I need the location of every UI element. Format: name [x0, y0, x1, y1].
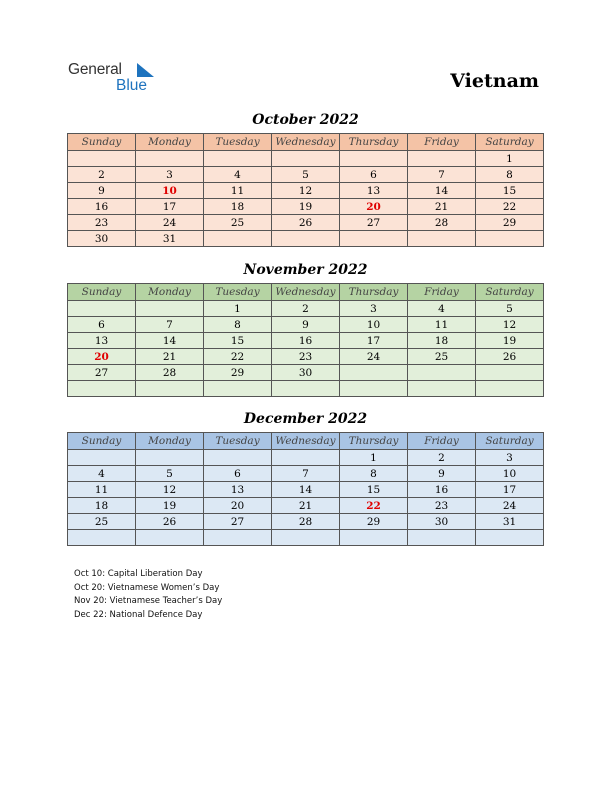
empty-day-cell — [476, 530, 544, 546]
day-cell: 9 — [68, 183, 136, 199]
week-row — [68, 349, 544, 365]
calendar-body — [68, 450, 544, 546]
weekday-header: Friday — [408, 284, 476, 301]
holiday-day-cell: 20 — [340, 199, 408, 215]
day-cell: 12 — [476, 317, 544, 333]
day-cell: 8 — [204, 317, 272, 333]
day-cell: 16 — [272, 333, 340, 349]
day-cell: 18 — [68, 498, 136, 514]
weekday-header: Friday — [408, 433, 476, 450]
day-cell: 10 — [476, 466, 544, 482]
day-cell: 2 — [272, 301, 340, 317]
day-cell: 30 — [68, 231, 136, 247]
generalblue-logo — [68, 61, 168, 97]
day-cell: 13 — [204, 482, 272, 498]
weekday-header: Monday — [136, 284, 204, 301]
empty-day-cell — [272, 381, 340, 397]
weekday-header: Thursday — [340, 433, 408, 450]
day-cell: 21 — [136, 349, 204, 365]
day-cell: 25 — [204, 215, 272, 231]
logo-triangle-icon — [136, 63, 154, 77]
country-title: Vietnam — [450, 70, 539, 92]
holiday-item: Dec 22: National Defence Day — [74, 609, 203, 620]
day-cell: 16 — [68, 199, 136, 215]
day-cell: 21 — [408, 199, 476, 215]
day-cell: 1 — [204, 301, 272, 317]
holiday-day-cell: 20 — [68, 349, 136, 365]
week-row — [68, 498, 544, 514]
holiday-item: Nov 20: Vietnamese Teacher’s Day — [74, 596, 223, 606]
day-cell: 17 — [136, 199, 204, 215]
weekday-header: Saturday — [476, 134, 544, 151]
empty-day-cell — [204, 151, 272, 167]
week-row — [68, 301, 544, 317]
day-cell: 21 — [272, 498, 340, 514]
weekday-header: Sunday — [68, 433, 136, 450]
empty-day-cell — [340, 530, 408, 546]
day-cell: 24 — [136, 215, 204, 231]
day-cell: 25 — [408, 349, 476, 365]
empty-day-cell — [136, 151, 204, 167]
day-cell: 27 — [340, 215, 408, 231]
day-cell: 10 — [340, 317, 408, 333]
week-row — [68, 215, 544, 231]
day-cell: 17 — [340, 333, 408, 349]
empty-day-cell — [408, 365, 476, 381]
week-row — [68, 199, 544, 215]
weekday-header: Tuesday — [204, 134, 272, 151]
week-row — [68, 317, 544, 333]
weekday-header: Wednesday — [272, 433, 340, 450]
weekday-header: Saturday — [476, 433, 544, 450]
empty-day-cell — [68, 381, 136, 397]
day-cell: 8 — [476, 167, 544, 183]
calendar-october — [67, 133, 544, 247]
weekday-header-row — [68, 284, 544, 301]
week-row — [68, 514, 544, 530]
day-cell: 14 — [408, 183, 476, 199]
day-cell: 26 — [136, 514, 204, 530]
calendar-body — [68, 151, 544, 247]
day-cell: 3 — [136, 167, 204, 183]
logo-general-text: General — [68, 61, 122, 78]
day-cell: 4 — [408, 301, 476, 317]
empty-day-cell — [136, 450, 204, 466]
day-cell: 20 — [204, 498, 272, 514]
day-cell: 27 — [68, 365, 136, 381]
day-cell: 6 — [68, 317, 136, 333]
day-cell: 12 — [272, 183, 340, 199]
day-cell: 23 — [272, 349, 340, 365]
day-cell: 14 — [136, 333, 204, 349]
week-row — [68, 530, 544, 546]
month-title-december: December 2022 — [243, 411, 368, 427]
week-row — [68, 450, 544, 466]
day-cell: 30 — [408, 514, 476, 530]
day-cell: 2 — [68, 167, 136, 183]
day-cell: 23 — [408, 498, 476, 514]
weekday-header: Thursday — [340, 284, 408, 301]
day-cell: 30 — [272, 365, 340, 381]
week-row — [68, 151, 544, 167]
empty-day-cell — [476, 365, 544, 381]
empty-day-cell — [340, 381, 408, 397]
day-cell: 6 — [340, 167, 408, 183]
day-cell: 15 — [476, 183, 544, 199]
day-cell: 19 — [272, 199, 340, 215]
empty-day-cell — [68, 450, 136, 466]
week-row — [68, 381, 544, 397]
week-row — [68, 231, 544, 247]
day-cell: 14 — [272, 482, 340, 498]
week-row — [68, 333, 544, 349]
holiday-item: Oct 10: Capital Liberation Day — [74, 569, 203, 579]
empty-day-cell — [272, 450, 340, 466]
week-row — [68, 466, 544, 482]
empty-day-cell — [204, 530, 272, 546]
empty-day-cell — [136, 381, 204, 397]
day-cell: 7 — [136, 317, 204, 333]
weekday-header: Saturday — [476, 284, 544, 301]
empty-day-cell — [408, 530, 476, 546]
empty-day-cell — [68, 301, 136, 317]
empty-day-cell — [204, 381, 272, 397]
day-cell: 31 — [476, 514, 544, 530]
day-cell: 22 — [204, 349, 272, 365]
weekday-header: Wednesday — [272, 134, 340, 151]
empty-day-cell — [68, 530, 136, 546]
day-cell: 26 — [476, 349, 544, 365]
weekday-header: Monday — [136, 433, 204, 450]
day-cell: 9 — [408, 466, 476, 482]
day-cell: 5 — [272, 167, 340, 183]
month-title-october: October 2022 — [252, 112, 359, 128]
holiday-list — [74, 568, 222, 622]
weekday-header: Sunday — [68, 284, 136, 301]
empty-day-cell — [272, 530, 340, 546]
day-cell: 3 — [476, 450, 544, 466]
day-cell: 11 — [68, 482, 136, 498]
day-cell: 31 — [136, 231, 204, 247]
week-row — [68, 482, 544, 498]
weekday-header: Sunday — [68, 134, 136, 151]
day-cell: 11 — [408, 317, 476, 333]
day-cell: 29 — [204, 365, 272, 381]
calendar-november — [67, 283, 544, 397]
day-cell: 18 — [204, 199, 272, 215]
empty-day-cell — [272, 231, 340, 247]
day-cell: 1 — [340, 450, 408, 466]
day-cell: 15 — [340, 482, 408, 498]
day-cell: 6 — [204, 466, 272, 482]
day-cell: 5 — [136, 466, 204, 482]
empty-day-cell — [340, 231, 408, 247]
day-cell: 2 — [408, 450, 476, 466]
day-cell: 23 — [68, 215, 136, 231]
empty-day-cell — [340, 365, 408, 381]
week-row — [68, 183, 544, 199]
day-cell: 27 — [204, 514, 272, 530]
day-cell: 8 — [340, 466, 408, 482]
day-cell: 13 — [340, 183, 408, 199]
day-cell: 4 — [204, 167, 272, 183]
weekday-header-row — [68, 433, 544, 450]
weekday-header: Thursday — [340, 134, 408, 151]
day-cell: 28 — [136, 365, 204, 381]
day-cell: 7 — [408, 167, 476, 183]
day-cell: 12 — [136, 482, 204, 498]
empty-day-cell — [476, 381, 544, 397]
day-cell: 4 — [68, 466, 136, 482]
day-cell: 3 — [340, 301, 408, 317]
empty-day-cell — [68, 151, 136, 167]
empty-day-cell — [136, 530, 204, 546]
weekday-header: Tuesday — [204, 433, 272, 450]
day-cell: 5 — [476, 301, 544, 317]
calendar-body — [68, 301, 544, 397]
day-cell: 19 — [136, 498, 204, 514]
empty-day-cell — [136, 301, 204, 317]
empty-day-cell — [272, 151, 340, 167]
month-title-november: November 2022 — [243, 262, 368, 278]
day-cell: 7 — [272, 466, 340, 482]
calendar-december — [67, 432, 544, 546]
day-cell: 13 — [68, 333, 136, 349]
empty-day-cell — [476, 231, 544, 247]
day-cell: 16 — [408, 482, 476, 498]
empty-day-cell — [408, 231, 476, 247]
day-cell: 29 — [340, 514, 408, 530]
empty-day-cell — [204, 231, 272, 247]
day-cell: 17 — [476, 482, 544, 498]
weekday-header: Friday — [408, 134, 476, 151]
day-cell: 11 — [204, 183, 272, 199]
day-cell: 19 — [476, 333, 544, 349]
empty-day-cell — [204, 450, 272, 466]
day-cell: 15 — [204, 333, 272, 349]
holiday-day-cell: 22 — [340, 498, 408, 514]
weekday-header: Tuesday — [204, 284, 272, 301]
day-cell: 24 — [476, 498, 544, 514]
logo-blue-text: Blue — [116, 77, 148, 94]
day-cell: 22 — [476, 199, 544, 215]
day-cell: 25 — [68, 514, 136, 530]
empty-day-cell — [408, 151, 476, 167]
day-cell: 9 — [272, 317, 340, 333]
week-row — [68, 167, 544, 183]
holiday-day-cell: 10 — [136, 183, 204, 199]
weekday-header-row — [68, 134, 544, 151]
holiday-item: Oct 20: Vietnamese Women’s Day — [74, 582, 220, 593]
weekday-header: Monday — [136, 134, 204, 151]
day-cell: 18 — [408, 333, 476, 349]
day-cell: 28 — [408, 215, 476, 231]
day-cell: 1 — [476, 151, 544, 167]
day-cell: 29 — [476, 215, 544, 231]
empty-day-cell — [340, 151, 408, 167]
day-cell: 26 — [272, 215, 340, 231]
day-cell: 28 — [272, 514, 340, 530]
week-row — [68, 365, 544, 381]
weekday-header: Wednesday — [272, 284, 340, 301]
day-cell: 24 — [340, 349, 408, 365]
empty-day-cell — [408, 381, 476, 397]
